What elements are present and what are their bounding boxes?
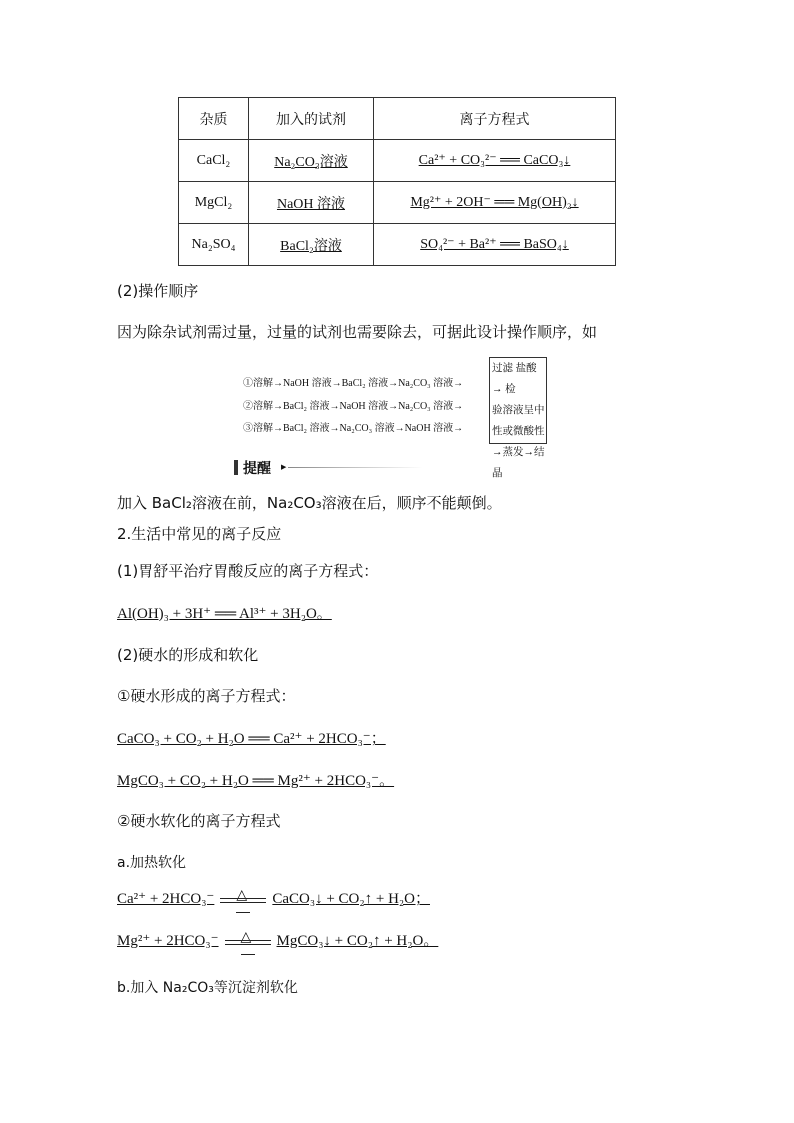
tip-label: 提醒 [243,461,271,477]
section-heading-operation: (2)操作顺序 [117,282,199,300]
heat-symbol [220,885,266,915]
equation-cell: SO₄²⁻ + Ba²⁺ ══ BaSO₄↓ [420,237,569,252]
impurity-table [178,97,616,266]
flow-line-2: ②溶解→BaCl₂ 溶液→NaOH 溶液→Na₂CO₃ 溶液→ [243,400,464,412]
equation-softening-1 [117,884,430,915]
flow-box-line: 晶 [492,468,503,479]
reagent-cell: BaCl₂溶液 [280,238,342,254]
table-header: 杂质 [179,98,249,140]
equation-formation-2: MgCO₃ + CO₂ + H₂O ══ Mg²⁺ + 2HCO₃⁻。 [117,773,395,789]
paragraph-operation: 因为除杂试剂需过量，过量的试剂也需要除去，可据此设计操作顺序，如 [117,323,598,341]
equation-softening-1-left: Ca²⁺ + 2HCO₃⁻ [117,891,215,907]
equation-formation-1: CaCO₃ + CO₂ + H₂O ══ Ca²⁺ + 2HCO₃⁻； [117,731,386,747]
flow-diagram [243,373,463,441]
heat-symbol [225,927,271,957]
impurity-cell: CaCl₂ [179,140,249,182]
table-header-row [179,98,616,140]
subheading-hard-water: (2)硬水的形成和软化 [117,646,259,664]
triangle-pointer-icon: ▶ [281,463,287,471]
impurity-cell: MgCl₂ [179,182,249,224]
tip-text: 加入 BaCl₂溶液在前，Na₂CO₃溶液在后，顺序不能颠倒。 [117,494,502,512]
equation-cell: Ca²⁺ + CO₃²⁻ ══ CaCO₃↓ [418,153,571,168]
subheading-heating: a.加热软化 [117,855,187,871]
impurity-cell: Na₂SO₄ [179,224,249,266]
equation-cell: Mg²⁺ + 2OH⁻ ══ Mg(OH)₂↓ [410,195,579,210]
subheading-precipitant: b.加入 Na₂CO₃等沉淀剂软化 [117,980,298,996]
tip-bar-icon [234,460,238,475]
flow-box [489,357,547,479]
table-header: 加入的试剂 [249,98,374,140]
flow-box-line: 验溶液呈中 [492,405,545,416]
equation-softening-2-left: Mg²⁺ + 2HCO₃⁻ [117,933,219,949]
reagent-cell: NaOH 溶液 [276,196,346,212]
subheading-softening: ②硬水软化的离子方程式 [117,812,281,830]
subheading-antacid: (1)胃舒平治疗胃酸反应的离子方程式： [117,562,379,580]
equation-softening-2-right: MgCO₃↓ + CO₂↑ + H₂O。 [276,933,439,949]
table-header: 离子方程式 [374,98,616,140]
tip-divider [288,467,423,468]
subheading-formation: ①硬水形成的离子方程式： [117,687,296,705]
heat-triangle-icon: △ [240,929,252,945]
flow-box-line: 性或微酸性 [492,426,545,437]
table-row [179,140,616,182]
section-heading-life: 2.生活中常见的离子反应 [117,525,282,543]
table-row [179,224,616,266]
flow-box-line: 过滤 盐酸→ 检 [492,363,537,395]
table-row [179,182,616,224]
flow-line-1: ①溶解→NaOH 溶液→BaCl₂ 溶液→Na₂CO₃ 溶液→ [243,378,464,389]
flow-line-3: ③溶解→BaCl₂ 溶液→Na₂CO₃ 溶液→NaOH 溶液→ [243,423,464,434]
heat-triangle-icon: △ [236,887,248,903]
equation-softening-2 [117,926,438,957]
equation-antacid: Al(OH)₃ + 3H⁺ ══ Al³⁺ + 3H₂O。 [117,606,332,622]
equation-softening-1-right: CaCO₃↓ + CO₂↑ + H₂O； [272,891,430,907]
reagent-cell: Na₂CO₃溶液 [274,154,348,170]
flow-box-line: →蒸发→结 [492,447,545,458]
